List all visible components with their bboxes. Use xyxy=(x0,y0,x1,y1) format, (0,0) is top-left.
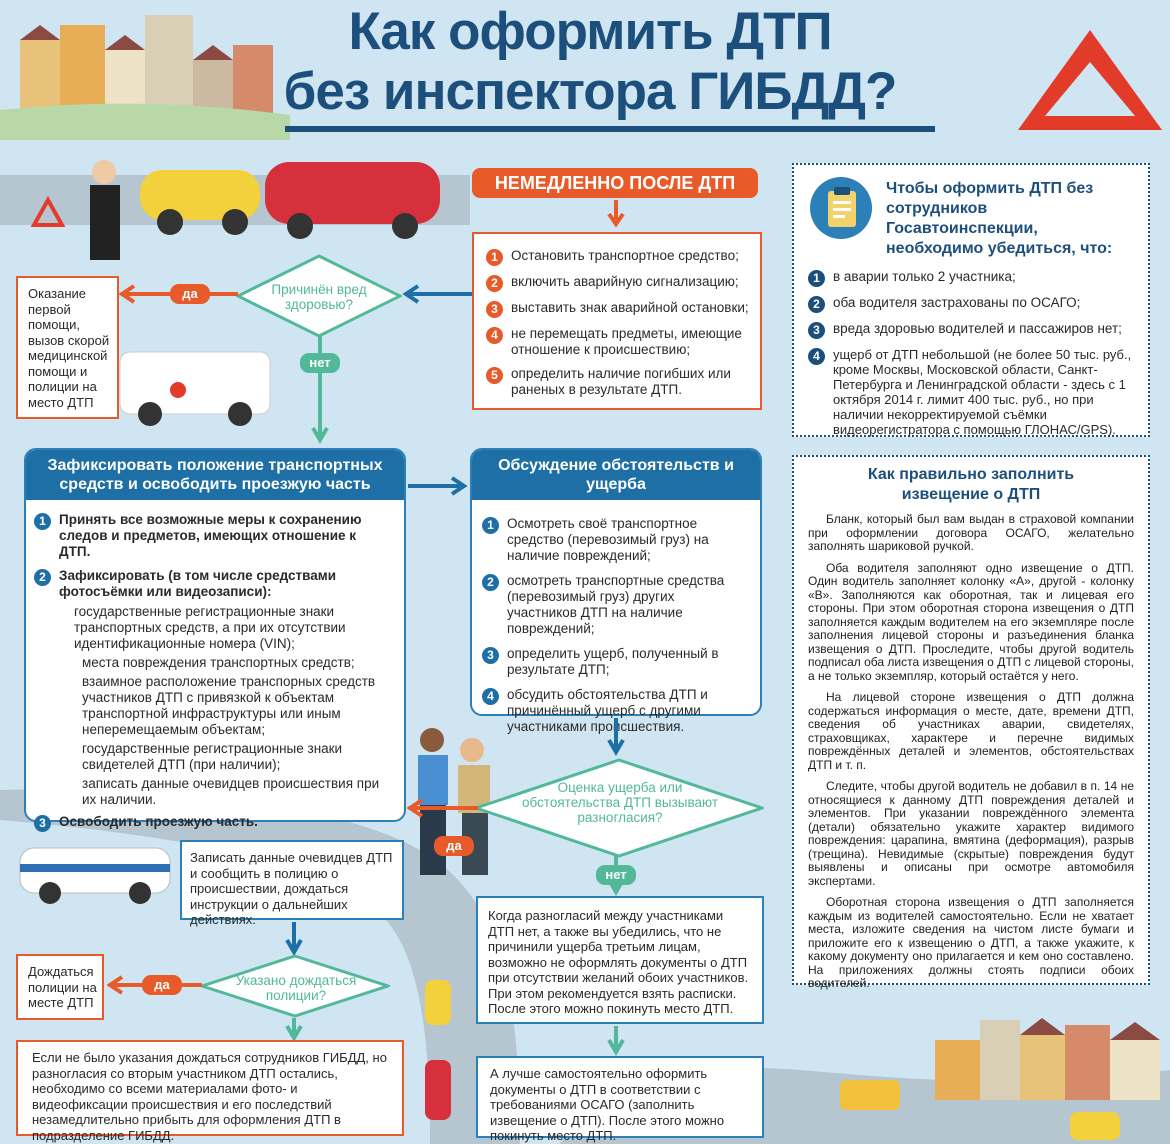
fix-block: Зафиксировать положение транспортных средств и освободить проезжую часть 1 Принять все возможные меры к сохранению следов и предметов, имеющих отношение к ДТП. 2 Зафиксировать (в том числе средствами фотосъёмки или видеозаписи): государственные регистрационные знаки транспортных средств, а при их отсутствии идентификационные номера (VIN); места повреждения транспортных средств; взаимное расположение транспорных средств участников ДТП с привязкой к объектам транспортной инфраструктуры или иным неперемещаемым объектам; государственные регистрационные знаки свидетелей ДТП (при наличии); записать данные очевидцев происшествия при их наличии. 3 Освободить проезжую часть. xyxy=(24,448,406,822)
list-item: 2 включить аварийную сигнализацию; xyxy=(486,274,750,292)
notice-paragraph: Следите, чтобы другой водитель не добавил в п. 14 не относящиеся к данному ДТП повреждения деталей и элементов. При указании повреждённого элемента (детали) обязательно укажите характер видимого повреждения: царапина, вмятина (деформация), разрыв (трещина). Невидимые (скрытые) повреждения будут выявлены и описаны при осмотре автомобиля экспертами. xyxy=(808,779,1134,888)
list-item: 3 вреда здоровью водителей и пассажиров нет; xyxy=(808,321,1138,339)
fix-sub-item: государственные регистрационные знаки транспортных средств, а при их отсутствии идентификационные номера (VIN); xyxy=(74,604,346,651)
yes-badge: да xyxy=(434,836,474,856)
arrow-down-icon xyxy=(284,922,304,956)
yes-badge: да xyxy=(142,975,182,995)
fix-sub-item: взаимное расположение транспорных средств участников ДТП с привязкой к объектам транспортной инфраструктуры или иным неперемещаемым объектам; xyxy=(82,674,376,737)
arrow-down-icon xyxy=(284,1018,304,1042)
list-item: 4 не перемещать предметы, имеющие отношение к происшествию; xyxy=(486,326,750,358)
arrow-right-icon xyxy=(408,476,468,496)
no-wait-box: Если не было указания дождаться сотрудников ГИБДД, но разногласия со вторым участником ДТП остались, необходимо со всеми материалами фото- и видеофиксации происшествия и его последствий незамедлительно прибыть для оформления ДТП в подразделение ГИБДД. xyxy=(16,1040,404,1136)
list-item: 1 Осмотреть своё транспортное средство (перевозимый груз) на наличие повреждений; xyxy=(482,516,748,564)
arrow-down-icon xyxy=(606,1026,626,1056)
notice-paragraph: На лицевой стороне извещения о ДТП должна содержаться информация о месте, дате, времени ДТП, сведения об участниках аварии, свидетелях, страховщиках, характере и перечне видимых повреждённых деталей и элементов, обстоятельствах ДТП и т. п. xyxy=(808,690,1134,772)
list-item: 4 ущерб от ДТП небольшой (не более 50 тыс. руб., кроме Москвы, Московской области, Санкт-Петербурга и Ленинградской области - здесь с 1 октября 2014 г. лимит 400 тыс. руб., но при наличии некорректируемой съёмки видеорегистратора с помощью ГЛОНАС/GPS). xyxy=(808,347,1138,437)
immediately-list xyxy=(472,232,762,410)
fix-sub-item: государственные регистрационные знаки свидетелей ДТП (при наличии); xyxy=(82,741,343,772)
wait-police-box: Дождаться полиции на месте ДТП xyxy=(16,954,104,1020)
notice-paragraph: Оборотная сторона извещения о ДТП заполняется каждым из водителей самостоятельно. Если не хватает места, изложите сведения на чистом листе бумаги и приложите его к извещению о ДТП, а также укажите, к какому документу оно прилагается и кем оно составлено. На приложениях должны стоять подписи обоих водителей. xyxy=(808,895,1134,990)
wait-question-text: Указано дождаться полиции? xyxy=(235,973,357,1003)
fill-notice-header: Как правильно заполнить извещение о ДТП xyxy=(867,466,1075,503)
discuss-header: Обсуждение обстоятельств и ущерба xyxy=(472,450,760,500)
title-underline xyxy=(285,126,935,132)
arrow-left-icon xyxy=(402,284,472,304)
no-badge: нет xyxy=(300,353,340,373)
list-item: 2 осмотреть транспортные средства (перевозимый груз) других участников ДТП на наличие повреждений; xyxy=(482,573,748,637)
immediately-header: НЕМЕДЛЕННО ПОСЛЕ ДТП xyxy=(472,168,758,198)
conditions-header: Чтобы оформить ДТП без сотрудников Госавтоинспекции, необходимо убедиться, что: xyxy=(886,180,1113,257)
better-box: А лучше самостоятельно оформить документы о ДТП в соответствии с требованиями ОСАГО (заполнить извещение о ДТП). После этого можно покинуть место ДТП. xyxy=(476,1056,764,1138)
conditions-panel xyxy=(792,163,1150,437)
notice-paragraph: Оба водителя заполняют одно извещение о ДТП. Один водитель заполняет колонку «А», другой - колонку «В». Заполняются как оборотная, так и лицевая его стороны. При этом оборотная сторона извещения о ДТП заполняется каждым водителем на его экземпляре после заполнения лицевой стороны и разъединения бланка извещения о ДТП. Проследите, чтобы другой водитель подписал оба листа извещения о ДТП с лицевой стороны, а не только экземпляр, который остаётся у него. xyxy=(808,560,1134,683)
list-item: 5 определить наличие погибших или раненых в результате ДТП. xyxy=(486,366,750,398)
list-item: 1 в аварии только 2 участника; xyxy=(808,269,1138,287)
notice-paragraph: Бланк, который был вам выдан в страховой компании при оформлении договора ОСАГО, желательно заполнять шариковой ручкой. xyxy=(808,512,1134,553)
yes-badge: да xyxy=(170,284,210,304)
list-item: 3 определить ущерб, полученный в результате ДТП; xyxy=(482,646,748,678)
fix-sub-item: места повреждения транспортных средств; xyxy=(82,655,355,670)
discuss-block xyxy=(470,448,762,734)
no-dispute-box: Когда разногласий между участниками ДТП нет, а также вы убедились, что не причинили ущерба третьим лицам, возможно не оформлять документы о ДТП при отсутствии желаний обоих участников. При этом рекомендуется взять расписки. После этого можно покинуть место ДТП. xyxy=(476,896,764,1024)
health-question-text: Причинён вред здоровью? xyxy=(271,282,367,312)
list-item: 3 выставить знак аварийной остановки; xyxy=(486,300,750,318)
clipboard-icon xyxy=(808,175,878,241)
arrow-down-icon xyxy=(606,718,626,756)
dispute-question-text: Оценка ущерба или обстоятельства ДТП вызывают разногласия? xyxy=(521,780,719,825)
page-title: Как оформить ДТП без инспектора ГИБДД? xyxy=(283,2,897,121)
fix-header: Зафиксировать положение транспортных средств и освободить проезжую часть xyxy=(26,450,404,500)
arrow-down-icon xyxy=(606,200,626,230)
list-item: 4 обсудить обстоятельства ДТП и причинённый ущерб с другими участниками происшествия. xyxy=(482,687,748,735)
list-item: 2 оба водителя застрахованы по ОСАГО; xyxy=(808,295,1138,313)
record-witnesses-box: Записать данные очевидцев ДТП и сообщить в полицию о происшествии, дождаться инструкции о дальнейших действиях. xyxy=(180,840,404,920)
fix-sub-item: записать данные очевидцев происшествия при их наличии. xyxy=(82,776,380,807)
no-badge: нет xyxy=(596,865,636,885)
list-item: 1 Остановить транспортное средство; xyxy=(486,248,750,266)
first-aid-box: Оказание первой помощи, вызов скорой медицинской помощи и полиции на место ДТП xyxy=(16,276,119,419)
fill-notice-panel xyxy=(792,455,1150,990)
